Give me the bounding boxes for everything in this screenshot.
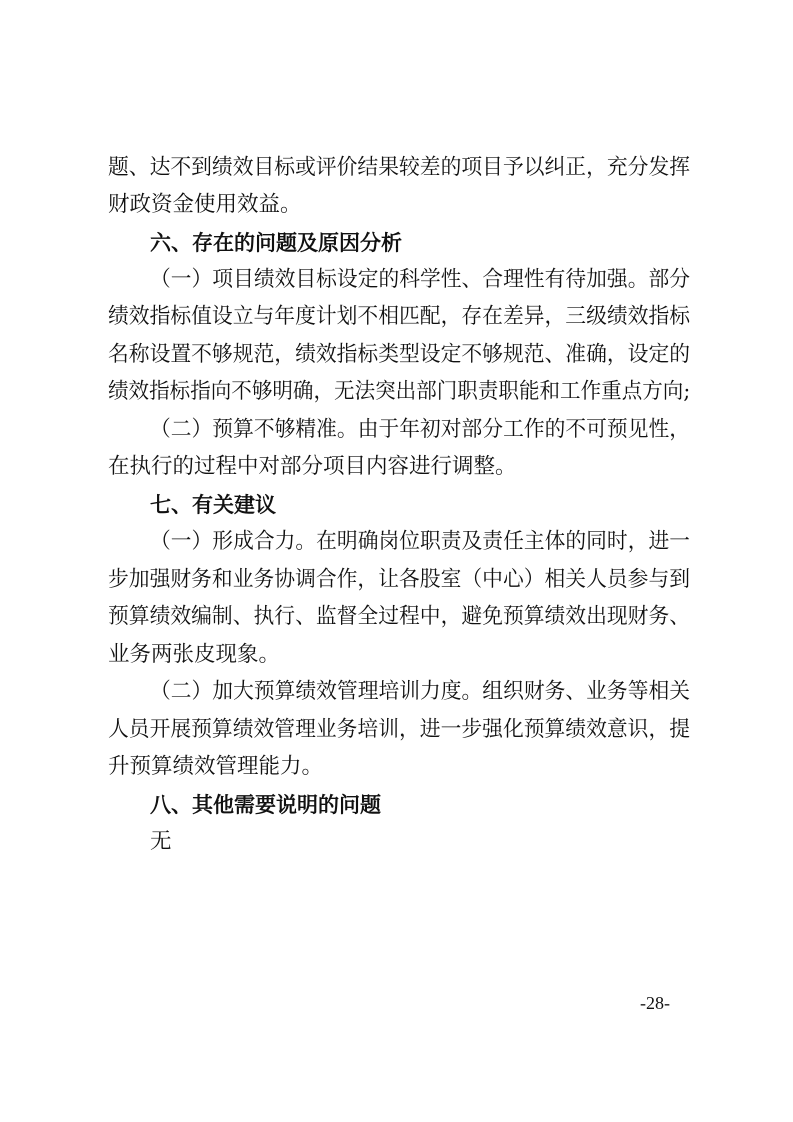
body-text-line: 题、达不到绩效目标或评价结果较差的项目予以纠正，充分发挥 bbox=[108, 155, 691, 180]
body-text-line: 步加强财务和业务协调合作，让各股室（中心）相关人员参与到 bbox=[108, 567, 691, 592]
section-heading-6: 六、存在的问题及原因分析 bbox=[150, 231, 402, 255]
section-heading-7: 七、有关建议 bbox=[150, 493, 276, 517]
body-text-line: 绩效指标指向不够明确，无法突出部门职责职能和工作重点方向; bbox=[108, 379, 691, 404]
body-text-line: 人员开展预算绩效管理业务培训，进一步强化预算绩效意识，提 bbox=[108, 717, 691, 742]
page-number: -28- bbox=[640, 993, 670, 1013]
body-text-line: （一）项目绩效目标设定的科学性、合理性有待加强。部分 bbox=[150, 267, 691, 292]
body-text-line: （二）预算不够精准。由于年初对部分工作的不可预见性， bbox=[150, 417, 691, 442]
body-text-line: （二）加大预算绩效管理培训力度。组织财务、业务等相关 bbox=[150, 679, 691, 704]
body-text-line: （一）形成合力。在明确岗位职责及责任主体的同时，进一 bbox=[150, 529, 691, 554]
body-text-line: 绩效指标值设立与年度计划不相匹配，存在差异，三级绩效指标 bbox=[108, 304, 691, 329]
body-text-line: 在执行的过程中对部分项目内容进行调整。 bbox=[108, 454, 517, 479]
section-heading-8: 八、其他需要说明的问题 bbox=[150, 793, 381, 817]
body-text-line: 业务两张皮现象。 bbox=[108, 642, 281, 667]
body-text-line: 无 bbox=[150, 829, 172, 854]
body-text-line: 预算绩效编制、执行、监督全过程中，避免预算绩效出现财务、 bbox=[108, 604, 691, 629]
body-text-line: 升预算绩效管理能力。 bbox=[108, 754, 324, 779]
body-text-line: 财政资金使用效益。 bbox=[108, 192, 302, 217]
body-text-line: 名称设置不够规范，绩效指标类型设定不够规范、准确，设定的 bbox=[108, 342, 691, 367]
